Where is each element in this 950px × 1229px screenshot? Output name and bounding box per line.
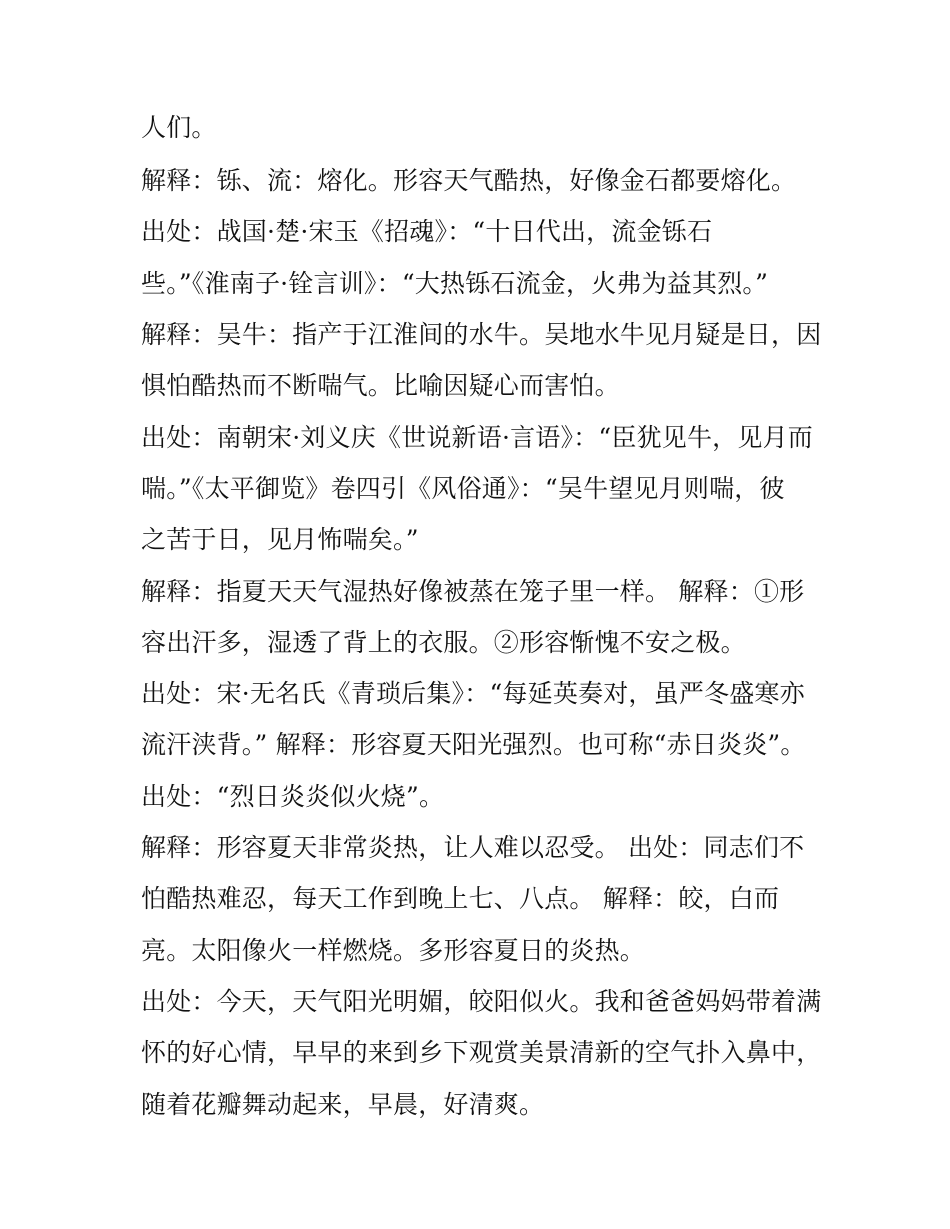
text-line: 解释：铄、流：熔化。形容天气酷热，好像金石都要熔化。 [141,166,797,195]
text-line: 喘。”《太平御览》卷四引《风俗通》：“吴牛望见月则喘，彼 [141,474,785,503]
text-line: 出处：今天，天气阳光明媚，皎阳似火。我和爸爸妈妈带着满 [141,987,822,1016]
text-line: 亮。太阳像火一样燃烧。多形容夏日的炎热。 [141,936,646,965]
text-line: 怕酷热难忍，每天工作到晚上七、八点。 解释：皎，白而 [141,884,780,913]
text-line: 出处：“烈日炎炎似火烧”。 [141,782,445,811]
text-line: 解释：指夏天天气湿热好像被蒸在笼子里一样。 解释：①形 [141,577,805,606]
text-line: 流汗浃背。” 解释：形容夏天阳光强烈。也可称“赤日炎炎”。 [141,730,806,759]
text-line: 惧怕酷热而不断喘气。比喻因疑心而害怕。 [141,371,620,400]
text-line: 解释：吴牛：指产于江淮间的水牛。吴地水牛见月疑是日，因 [141,320,822,349]
text-line: 人们。 [141,113,217,142]
text-line: 随着花瓣舞动起来，早晨，好清爽。 [141,1090,545,1119]
text-line: 容出汗多，湿透了背上的衣服。②形容惭愧不安之极。 [141,628,746,657]
text-line: 之苦于日，见月怖喘矣。” [141,525,419,554]
text-line: 些。”《淮南子·铨言训》：“大热铄石流金，火弗为益其烈。” [141,269,769,298]
text-line: 出处：南朝宋·刘义庆《世说新语·言语》：“臣犹见牛，见月而 [141,423,813,452]
text-line: 出处：战国·楚·宋玉《招魂》：“十日代出，流金铄石 [141,217,713,246]
text-line: 怀的好心情，早早的来到乡下观赏美景清新的空气扑入鼻中， [141,1038,822,1067]
text-line: 出处：宋·无名氏《青琐后集》：“每延英奏对，虽严冬盛寒亦 [141,679,805,708]
text-line: 解释：形容夏天非常炎热，让人难以忍受。 出处：同志们不 [141,833,805,862]
